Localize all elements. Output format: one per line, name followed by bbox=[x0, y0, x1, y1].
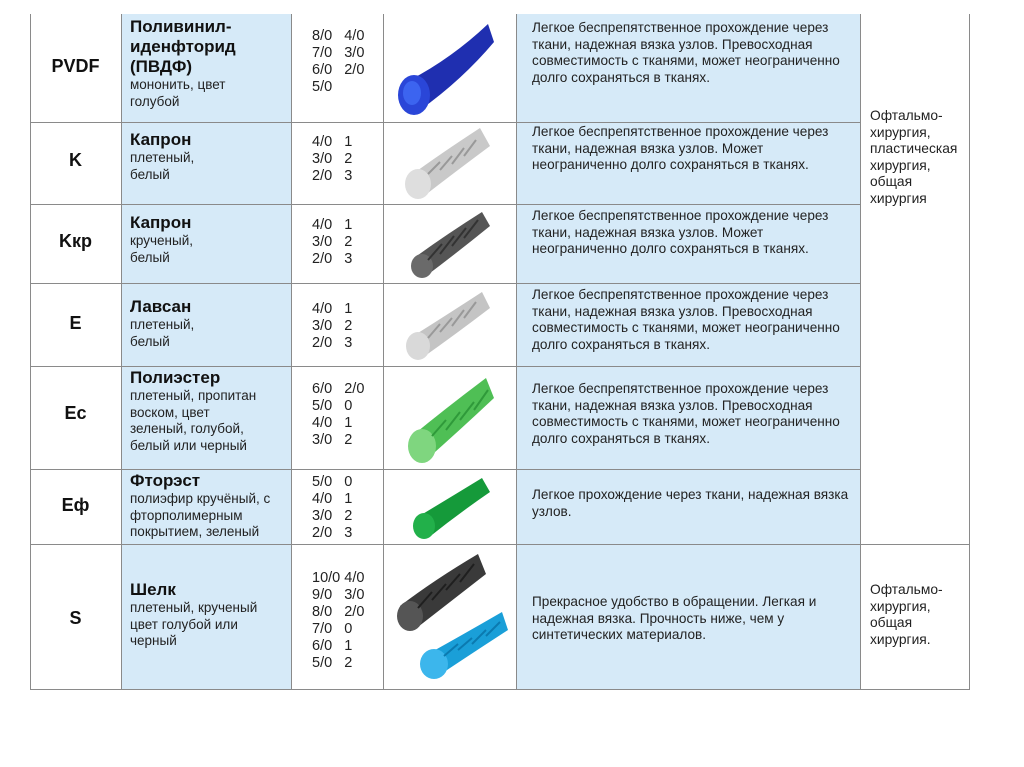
twisted-thread-image bbox=[408, 208, 492, 280]
size-row: 3/0 2 bbox=[312, 318, 353, 334]
description-cell: Легкое беспрепятственное прохождение через ткани, надежная вязка узлов. Превосходная совместимость с тканями, может неограниченно долго сохраняться в тканях. bbox=[532, 381, 840, 446]
sizes-cell bbox=[312, 301, 352, 352]
material-subtitle: мононить, цвет голубой bbox=[130, 77, 226, 109]
size-row: 2/0 3 bbox=[312, 335, 353, 351]
description-cell: Легкое беспрепятственное прохождение через ткани, надежная вязка узлов. Превосходная совместимость с тканями, может неограниченно долго сохраняться в тканях. bbox=[532, 20, 840, 85]
silk-threads-image bbox=[394, 550, 512, 682]
size-row: 3/0 2 bbox=[312, 234, 353, 250]
row-code: Kкр bbox=[58, 231, 92, 251]
size-row: 4/0 1 bbox=[312, 217, 353, 233]
size-row: 5/0 2 bbox=[312, 655, 353, 671]
size-row: 10/0 4/0 bbox=[312, 570, 365, 586]
grid-line bbox=[860, 14, 861, 689]
grid-line bbox=[30, 469, 860, 470]
row-code: Eф bbox=[61, 495, 90, 515]
material-subtitle: плетеный, пропитан воском, цвет зеленый, голубой, белый или черный bbox=[130, 388, 257, 453]
material-cell bbox=[130, 471, 290, 541]
size-row: 5/0 0 bbox=[312, 398, 353, 414]
sizes-cell bbox=[312, 28, 364, 96]
description-cell: Легкое прохождение через ткани, надежная вязка узлов. bbox=[532, 487, 849, 519]
size-row: 7/0 0 bbox=[312, 621, 353, 637]
application-group-2: Офтальмо-хирургия, общая хирургия. bbox=[870, 582, 943, 647]
row-code: Ec bbox=[64, 403, 87, 423]
size-row: 4/0 1 bbox=[312, 415, 353, 431]
material-title: Лавсан bbox=[130, 297, 192, 316]
grid-line bbox=[291, 14, 292, 689]
material-title: Поливинил-иденфторид (ПВДФ) bbox=[130, 17, 236, 76]
material-title: Фторэст bbox=[130, 471, 201, 490]
description-cell: Прекрасное удобство в обращении. Легкая и надежная вязка. Прочность ниже, чем у синтетических материалов. bbox=[532, 594, 817, 642]
material-cell bbox=[130, 368, 290, 454]
size-row: 4/0 1 bbox=[312, 134, 353, 150]
material-cell bbox=[130, 213, 290, 266]
size-row: 5/0 bbox=[312, 79, 333, 95]
material-subtitle: плетеный, белый bbox=[130, 317, 195, 349]
material-cell bbox=[130, 297, 290, 350]
material-subtitle: полиэфир кручёный, с фторполимерным покрытием, зеленый bbox=[130, 491, 271, 539]
grid-line bbox=[30, 122, 860, 123]
braided-white-thread-image bbox=[400, 124, 492, 202]
material-subtitle: крученый, белый bbox=[130, 233, 194, 265]
sizes-cell bbox=[312, 134, 352, 185]
material-title: Капрон bbox=[130, 213, 192, 232]
size-row: 6/0 2/0 bbox=[312, 381, 365, 397]
material-subtitle: плетеный, белый bbox=[130, 150, 195, 182]
size-row: 2/0 3 bbox=[312, 525, 353, 541]
green-fluoro-thread-image bbox=[410, 474, 494, 542]
grid-line bbox=[30, 204, 860, 205]
grid-line bbox=[30, 14, 31, 689]
size-row: 3/0 2 bbox=[312, 151, 353, 167]
size-row: 2/0 3 bbox=[312, 251, 353, 267]
size-row: 6/0 1 bbox=[312, 638, 353, 654]
description-cell: Легкое беспрепятственное прохождение через ткани, надежная вязка узлов. Может неограниченно долго сохраняться в тканях. bbox=[532, 208, 829, 256]
sizes-cell bbox=[312, 381, 364, 449]
size-row: 9/0 3/0 bbox=[312, 587, 365, 603]
grid-line bbox=[30, 544, 970, 545]
row-code: K bbox=[69, 150, 82, 170]
grid-line bbox=[30, 366, 860, 367]
size-row: 4/0 1 bbox=[312, 491, 353, 507]
sizes-cell bbox=[312, 217, 352, 268]
row-code: PVDF bbox=[51, 56, 100, 76]
grid-line bbox=[30, 689, 970, 690]
grid-line bbox=[383, 14, 384, 689]
material-cell bbox=[130, 580, 290, 650]
green-waxed-thread-image bbox=[404, 374, 496, 464]
material-title: Полиэстер bbox=[130, 368, 221, 387]
description-cell: Легкое беспрепятственное прохождение через ткани, надежная вязка узлов. Может неограниченно долго сохраняться в тканях. bbox=[532, 124, 829, 172]
monofilament-blue-image bbox=[392, 18, 502, 120]
sizes-cell bbox=[312, 570, 364, 672]
size-row: 5/0 0 bbox=[312, 474, 353, 490]
material-cell bbox=[130, 130, 290, 183]
size-row: 8/0 2/0 bbox=[312, 604, 365, 620]
grid-line bbox=[516, 14, 517, 689]
material-title: Шелк bbox=[130, 580, 176, 599]
material-title: Капрон bbox=[130, 130, 192, 149]
braided-lavsan-thread-image bbox=[402, 288, 492, 362]
size-row: 7/0 3/0 bbox=[312, 45, 365, 61]
material-subtitle: плетеный, крученый цвет голубой или черный bbox=[130, 600, 258, 648]
row-code: S bbox=[69, 608, 82, 628]
application-group-1: Офтальмо-хирургия, пластическая хирургия, общая хирургия bbox=[870, 108, 958, 206]
size-row: 3/0 2 bbox=[312, 508, 353, 524]
size-row: 6/0 2/0 bbox=[312, 62, 365, 78]
size-row: 8/0 4/0 bbox=[312, 28, 365, 44]
sizes-cell bbox=[312, 474, 352, 542]
size-row: 3/0 2 bbox=[312, 432, 353, 448]
description-cell: Легкое беспрепятственное прохождение через ткани, надежная вязка узлов. Превосходная совместимость с тканями, может неограниченно долго сохраняться в тканях. bbox=[532, 287, 840, 352]
size-row: 4/0 1 bbox=[312, 301, 353, 317]
grid-line bbox=[121, 14, 122, 689]
row-code: E bbox=[69, 313, 82, 333]
material-cell bbox=[130, 17, 290, 110]
size-row: 2/0 3 bbox=[312, 168, 353, 184]
grid-line bbox=[30, 283, 860, 284]
